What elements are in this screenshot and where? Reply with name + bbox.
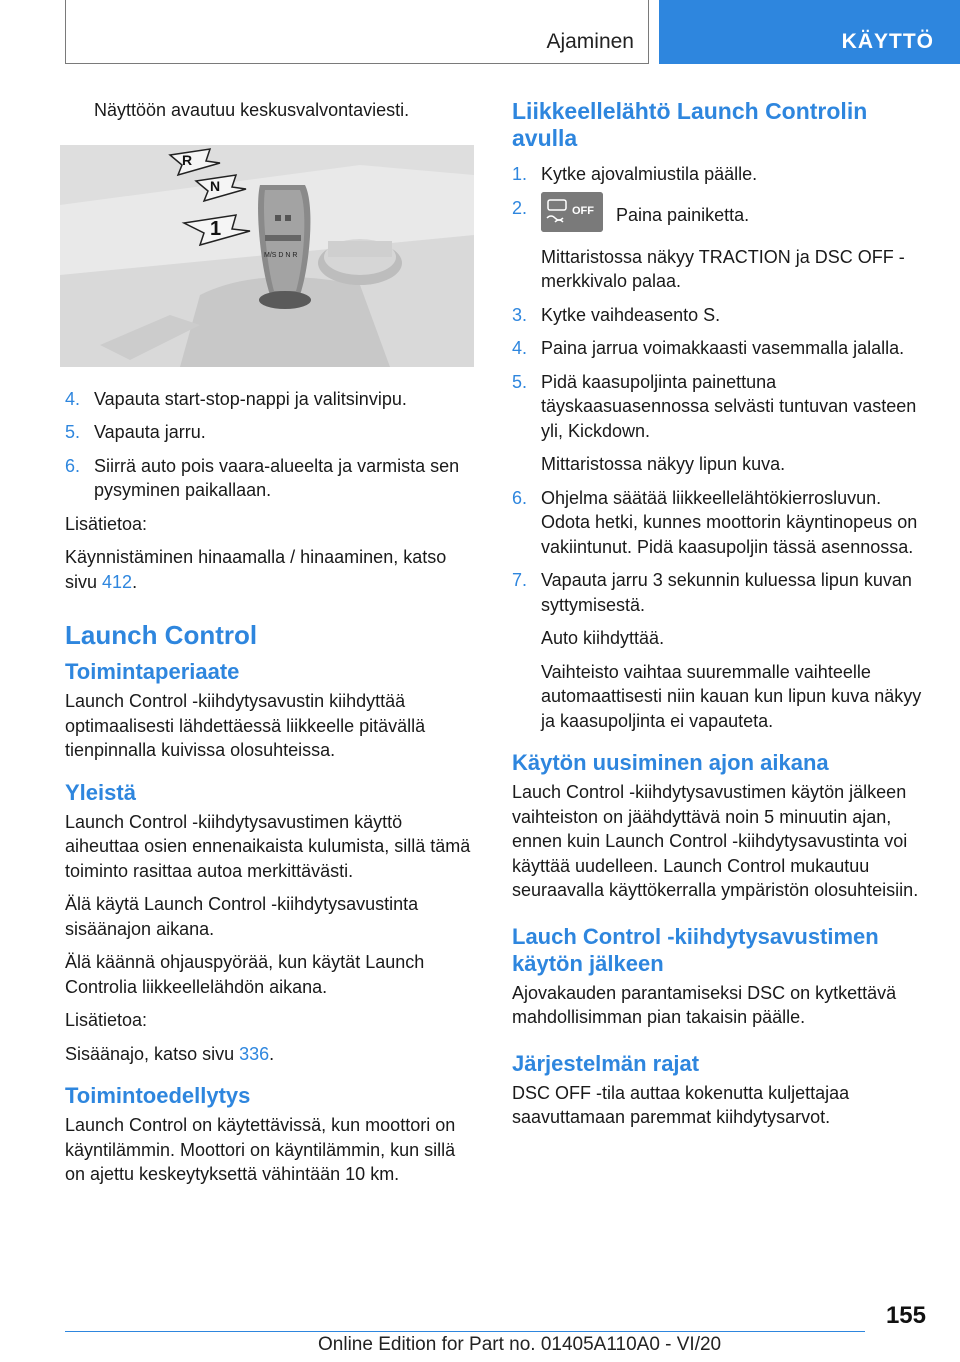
gear-selector-figure bbox=[60, 145, 474, 367]
callout-n: N bbox=[210, 177, 221, 194]
step-number: 5. bbox=[65, 422, 81, 442]
step-text: Kytke ajovalmiustila päälle. bbox=[541, 164, 758, 184]
section-tab[interactable] bbox=[659, 0, 960, 64]
step-text: Vapauta jarru 3 sekunnin kuluessa lipun kuvan syttymisestä. bbox=[541, 570, 912, 615]
step-number: 1. bbox=[512, 164, 528, 184]
step-number: 6. bbox=[512, 487, 528, 508]
paragraph: Ajovakauden parantamiseksi DSC on kytkettävä mahdollisimman pian takaisin päälle. bbox=[512, 982, 897, 1027]
reference-text: Käynnistäminen hinaamalla / hinaaminen, katso sivu bbox=[65, 547, 447, 592]
page-link[interactable]: 412 bbox=[102, 571, 133, 592]
step-number: 4. bbox=[65, 388, 81, 409]
list-item bbox=[512, 196, 927, 294]
header-box bbox=[65, 0, 649, 64]
step-number: 7. bbox=[512, 570, 528, 590]
step-text: Vapauta jarru. bbox=[94, 422, 206, 442]
reference-end: . bbox=[269, 1043, 275, 1064]
steps-list-left bbox=[65, 387, 480, 503]
subsection-title: Lauch Control -kiihdytysavustimen käytön jälkeen bbox=[512, 923, 879, 976]
step-text: Vapauta start-stop-nappi ja valitsinvipu. bbox=[94, 388, 407, 409]
step-note: Vaihteisto vaihtaa suuremmalle vaihteelle automaattisesti niin kauan kun lipun kuva näkyy ja kaasupoljinta ei vapauteta. bbox=[541, 661, 922, 731]
left-column bbox=[65, 98, 480, 1196]
step-text: Paina painiketta. bbox=[616, 204, 750, 225]
step-number: 5. bbox=[512, 371, 528, 392]
dsc-off-label: OFF bbox=[572, 204, 594, 217]
section-title: Liikkeellelähtö Launch Controlin avulla bbox=[512, 98, 868, 151]
list-item bbox=[512, 568, 927, 733]
right-column bbox=[512, 98, 927, 1139]
step-number: 4. bbox=[512, 338, 528, 358]
cross-reference bbox=[65, 1042, 480, 1067]
step-note: Mittaristossa näkyy TRACTION ja DSC OFF -merkkivalo palaa. bbox=[541, 246, 905, 291]
gear-labels: M/S D N R bbox=[264, 251, 298, 259]
gear-selector-illustration bbox=[60, 145, 474, 367]
step-number: 2. bbox=[512, 197, 528, 218]
more-info-label: Lisätietoa: bbox=[65, 1010, 148, 1030]
steps-list-right bbox=[512, 162, 927, 733]
list-item bbox=[512, 303, 927, 328]
section-title: Launch Control bbox=[65, 620, 258, 650]
subsection-title: Toimintaperiaate bbox=[65, 659, 240, 684]
section-tab-label: KÄYTTÖ bbox=[841, 30, 934, 53]
intro-text: Näyttöön avautuu keskusvalvontaviesti. bbox=[94, 100, 410, 120]
list-item bbox=[65, 420, 480, 445]
page-link[interactable]: 336 bbox=[239, 1043, 270, 1064]
paragraph: Älä käännä ohjauspyörää, kun käytät Launch Controlia liikkeellelähdön aikana. bbox=[65, 952, 425, 997]
paragraph: Älä käytä Launch Control -kiihdytysavustinta sisäänajon aikana. bbox=[65, 894, 419, 939]
list-item bbox=[65, 387, 480, 412]
reference-end: . bbox=[132, 571, 138, 592]
step-text: Kytke vaihdeasento S. bbox=[541, 304, 721, 325]
callout-1: 1 bbox=[210, 217, 222, 240]
subsection-title: Yleistä bbox=[65, 779, 136, 805]
step-number: 3. bbox=[512, 304, 528, 325]
page-number: 155 bbox=[885, 1302, 926, 1329]
edition-text: Online Edition for Part no. 01405A110A0 - VI/20 bbox=[318, 1334, 722, 1355]
more-info-label: Lisätietoa: bbox=[65, 513, 148, 534]
chapter-title: Ajaminen bbox=[546, 30, 634, 53]
step-text: Paina jarrua voimakkaasti vasemmalla jalalla. bbox=[541, 338, 905, 358]
dsc-off-button-icon bbox=[541, 192, 603, 232]
paragraph: DSC OFF -tila auttaa kokenutta kuljettajaa saavuttamaan paremmat kiihdytysarvot. bbox=[512, 1082, 850, 1127]
subsection-title: Toimintoedellytys bbox=[65, 1083, 251, 1108]
paragraph: Lauch Control -kiihdytysavustimen käytön jälkeen vaihteiston on jäähdyttävä noin 5 minuutin ajan, ennen kuin Launch Control -kiihdytysavustinta voi käyttää uudelleen. Launch Control mukautuu seuraavalla käyttökerralla ympäristön olosuhteisiin. bbox=[512, 782, 919, 900]
reference-text: Sisäänajo, katso sivu bbox=[65, 1043, 240, 1064]
paragraph: Launch Control -kiihdytysavustin kiihdyttää optimaalisesti lähdettäessä liikkeelle pitävällä tienpinnalla kuivissa olosuhteissa. bbox=[65, 691, 426, 760]
step-note: Auto kiihdyttää. bbox=[541, 628, 665, 648]
paragraph: Launch Control -kiihdytysavustimen käyttö aiheuttaa osien ennenaikaista kulumista, sillä tämä toiminto rasittaa autoa merkittävästi. bbox=[65, 811, 471, 881]
paragraph: Launch Control on käytettävissä, kun moottori on käyntilämmin. Moottori on käyntilämmin, kun sillä on ajettu keskeytyksettä vähintään 10 km. bbox=[65, 1115, 456, 1184]
list-item bbox=[512, 486, 927, 560]
callout-r: R bbox=[182, 151, 193, 168]
step-note: Mittaristossa näkyy lipun kuva. bbox=[541, 454, 786, 474]
list-item bbox=[512, 336, 927, 361]
step-number: 6. bbox=[65, 455, 81, 476]
step-text: Pidä kaasupoljinta painettuna täyskaasuasennossa selvästi tuntuvan vasteen yli, Kickdown. bbox=[541, 371, 917, 441]
cross-reference bbox=[65, 545, 480, 594]
list-item bbox=[512, 162, 927, 187]
subsection-title: Järjestelmän rajat bbox=[512, 1050, 700, 1076]
list-item bbox=[65, 454, 480, 503]
step-text: Siirrä auto pois vaara-alueelta ja varmista sen pysyminen paikallaan. bbox=[94, 455, 460, 500]
step-text: Ohjelma säätää liikkeellelähtökierrosluvun. Odota hetki, kunnes moottorin käyntinopeus on vakiintunut. Pidä kaasupoljin tässä asennossa. bbox=[541, 487, 918, 557]
footer-divider bbox=[65, 1331, 865, 1332]
list-item bbox=[512, 370, 927, 477]
subsection-title: Käytön uusiminen ajon aikana bbox=[512, 750, 829, 775]
